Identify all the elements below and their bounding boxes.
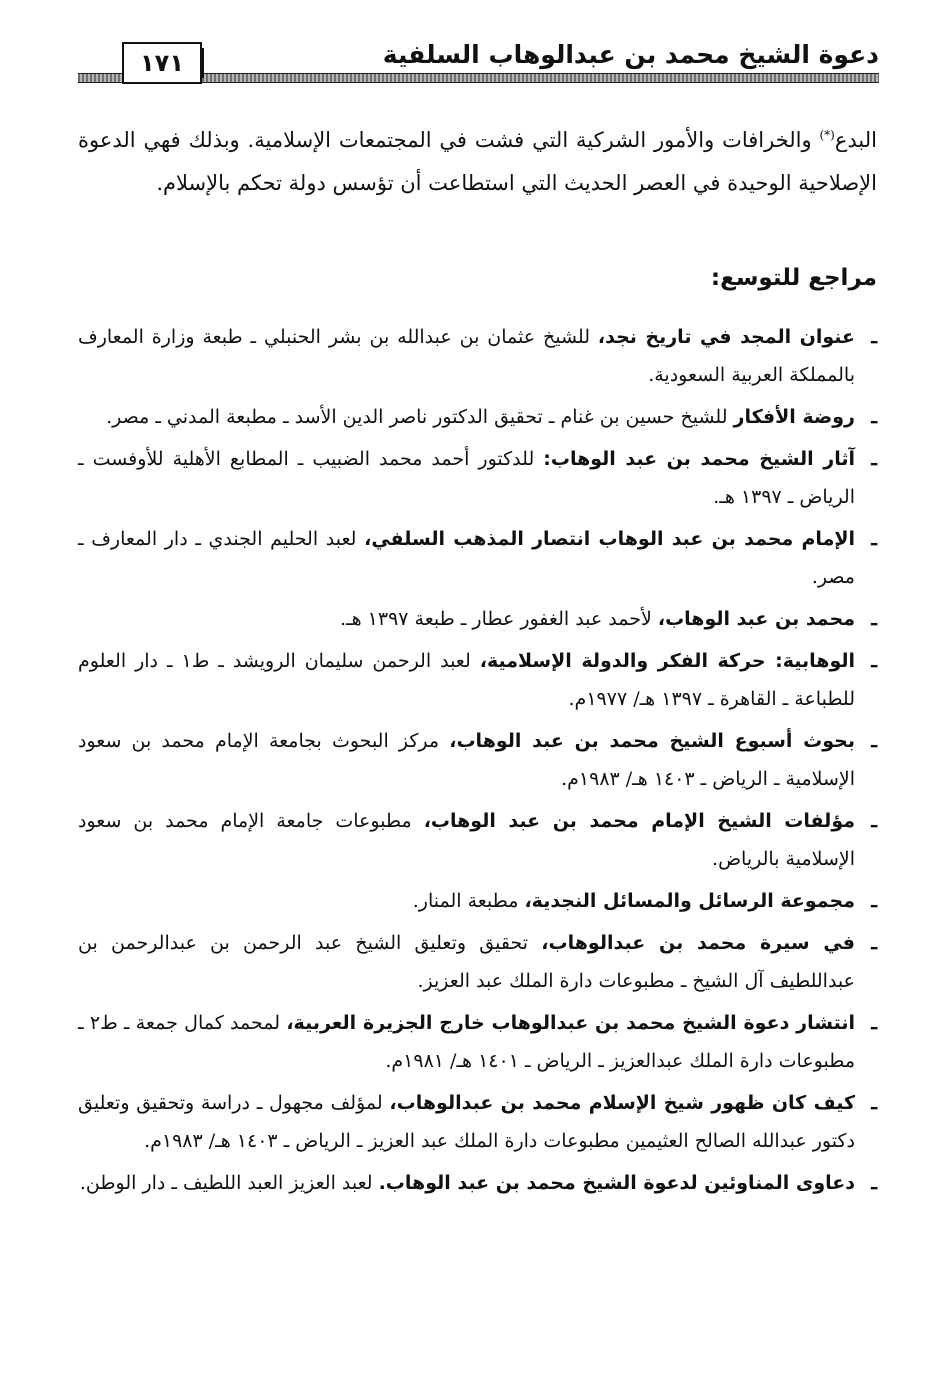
reference-item bbox=[78, 1004, 877, 1080]
reference-bullet: ـ bbox=[871, 608, 877, 630]
reference-bullet: ـ bbox=[871, 406, 877, 428]
reference-title: انتشار دعوة الشيخ محمد بن عبدالوهاب خارج الجزيرة العربية، bbox=[286, 1012, 855, 1034]
running-title: دعوة الشيخ محمد بن عبدالوهاب السلفية bbox=[382, 40, 879, 69]
reference-title: في سيرة محمد بن عبدالوهاب، bbox=[541, 932, 856, 954]
reference-bullet: ـ bbox=[871, 932, 877, 954]
reference-item bbox=[78, 802, 877, 878]
page-number: ١٧١ bbox=[122, 42, 202, 84]
reference-bullet: ـ bbox=[871, 650, 877, 672]
reference-bullet: ـ bbox=[871, 890, 877, 912]
reference-details: لعبد الرحمن سليمان الرويشد ـ ط١ ـ دار العلوم للطباعة ـ القاهرة ـ ١٣٩٧ هـ/ ١٩٧٧م. bbox=[78, 650, 855, 710]
reference-title: بحوث أسبوع الشيخ محمد بن عبد الوهاب، bbox=[449, 730, 855, 752]
reference-item bbox=[78, 1164, 877, 1202]
reference-title: آثار الشيخ محمد بن عبد الوهاب: bbox=[543, 448, 855, 470]
reference-bullet: ـ bbox=[871, 1012, 877, 1034]
reference-item bbox=[78, 722, 877, 798]
reference-title: مجموعة الرسائل والمسائل النجدية، bbox=[524, 890, 855, 912]
reference-item bbox=[78, 1084, 877, 1160]
reference-details: للدكتور أحمد محمد الضبيب ـ المطابع الأهلية للأوفست ـ الرياض ـ ١٣٩٧ هـ. bbox=[78, 448, 855, 508]
reference-bullet: ـ bbox=[871, 326, 877, 348]
reference-item bbox=[78, 882, 877, 920]
reference-title: الوهابية: حركة الفكر والدولة الإسلامية، bbox=[479, 650, 856, 672]
reference-details: لمؤلف مجهول ـ دراسة وتحقيق وتعليق دكتور عبدالله الصالح العثيمين مطبوعات دارة الملك عبد العزيز ـ الرياض ـ ١٤٠٣ هـ/ ١٩٨٣م. bbox=[78, 1092, 855, 1152]
reference-details: مركز البحوث بجامعة الإمام محمد بن سعود الإسلامية ـ الرياض ـ ١٤٠٣ هـ/ ١٩٨٣م. bbox=[78, 730, 855, 790]
intro-paragraph bbox=[78, 114, 877, 205]
footnote-marker: (*) bbox=[819, 128, 835, 142]
reference-bullet: ـ bbox=[871, 1172, 877, 1194]
reference-details: تحقيق وتعليق الشيخ عبد الرحمن بن عبدالرحمن بن عبداللطيف آل الشيخ ـ مطبوعات دارة الملك عبد العزيز. bbox=[78, 932, 855, 992]
reference-bullet: ـ bbox=[871, 730, 877, 752]
reference-details: مطبوعات جامعة الإمام محمد بن سعود الإسلامية بالرياض. bbox=[78, 810, 855, 870]
reference-bullet: ـ bbox=[871, 528, 877, 550]
intro-text: والخرافات والأمور الشركية التي فشت في المجتمعات الإسلامية. وبذلك فهي الدعوة الإصلاحية الوحيدة في العصر الحديث التي استطاعت أن تؤسس دولة تحكم بالإسلام. bbox=[78, 128, 877, 195]
reference-item bbox=[78, 600, 877, 638]
references-list bbox=[78, 318, 877, 1206]
reference-title: دعاوى المناوئين لدعوة الشيخ محمد بن عبد الوهاب. bbox=[378, 1172, 855, 1194]
reference-item bbox=[78, 520, 877, 596]
reference-details: مطبعة المنار. bbox=[412, 890, 525, 912]
reference-title: محمد بن عبد الوهاب، bbox=[657, 608, 855, 630]
reference-details: للشيخ عثمان بن عبدالله بن بشر الحنبلي ـ طبعة وزارة المعارف بالمملكة العربية السعودية. bbox=[78, 326, 855, 386]
reference-item bbox=[78, 440, 877, 516]
reference-title: كيف كان ظهور شيخ الإسلام محمد بن عبدالوهاب، bbox=[389, 1092, 855, 1114]
reference-title: مؤلفات الشيخ الإمام محمد بن عبد الوهاب، bbox=[423, 810, 855, 832]
page-header bbox=[78, 28, 879, 84]
reference-title: روضة الأفكار bbox=[733, 406, 855, 428]
reference-details: للشيخ حسين بن غنام ـ تحقيق الدكتور ناصر الدين الأسد ـ مطبعة المدني ـ مصر. bbox=[106, 406, 734, 428]
reference-title: عنوان المجد في تاريخ نجد، bbox=[597, 326, 855, 348]
reference-item bbox=[78, 924, 877, 1000]
reference-details: لعبد العزيز العبد اللطيف ـ دار الوطن. bbox=[79, 1172, 379, 1194]
reference-details: لأحمد عبد الغفور عطار ـ طبعة ١٣٩٧ هـ. bbox=[340, 608, 658, 630]
reference-item bbox=[78, 318, 877, 394]
reference-item bbox=[78, 642, 877, 718]
intro-lead: البدع bbox=[834, 128, 877, 152]
reference-details: لعبد الحليم الجندي ـ دار المعارف ـ مصر. bbox=[78, 528, 855, 588]
reference-title: الإمام محمد بن عبد الوهاب انتصار المذهب السلفي، bbox=[364, 528, 855, 550]
reference-bullet: ـ bbox=[871, 810, 877, 832]
section-heading: مراجع للتوسع: bbox=[710, 265, 877, 291]
reference-bullet: ـ bbox=[871, 1092, 877, 1114]
reference-item bbox=[78, 398, 877, 436]
reference-details: لمحمد كمال جمعة ـ ط٢ ـ مطبوعات دارة الملك عبدالعزيز ـ الرياض ـ ١٤٠١ هـ/ ١٩٨١م. bbox=[78, 1012, 855, 1072]
reference-bullet: ـ bbox=[871, 448, 877, 470]
